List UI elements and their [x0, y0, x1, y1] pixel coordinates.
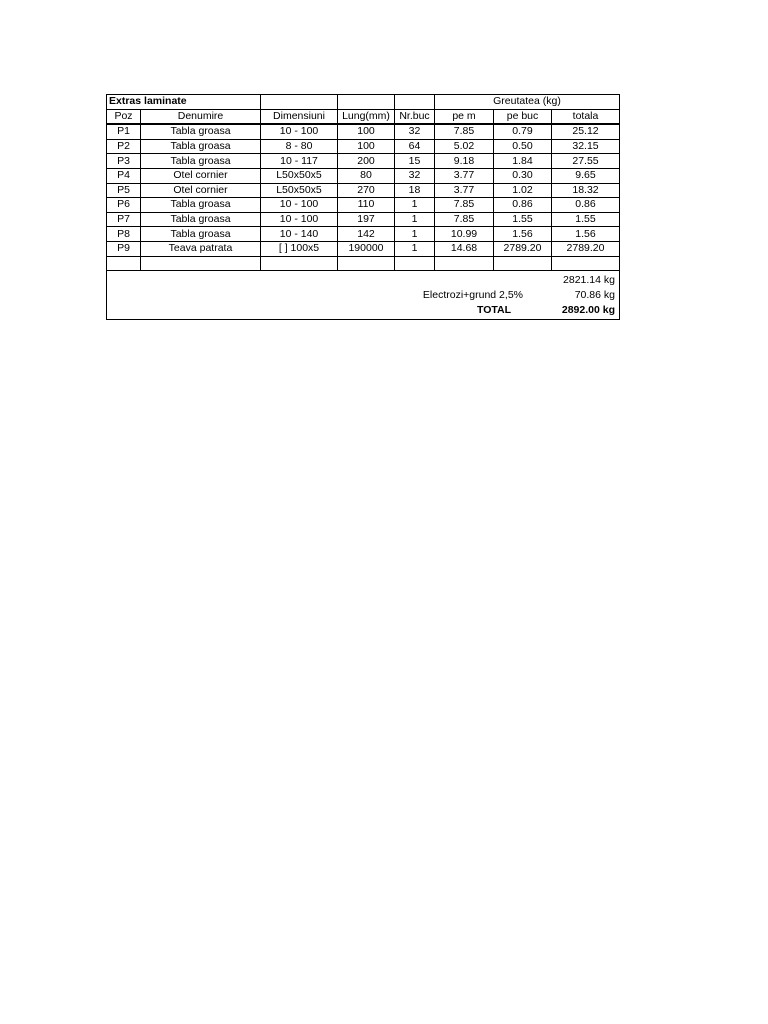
cell-nrbuc: 32	[395, 124, 435, 139]
blank-cell	[552, 256, 620, 271]
cell-pe-m: 7.85	[435, 212, 494, 227]
cell-pe-m: 14.68	[435, 241, 494, 256]
cell-pe-m: 7.85	[435, 124, 494, 139]
cell-denumire: Tabla groasa	[141, 198, 261, 213]
total-label: TOTAL	[476, 304, 511, 317]
cell-totala: 25.12	[552, 124, 620, 139]
cell-totala: 18.32	[552, 183, 620, 198]
table-row	[107, 139, 620, 154]
cell-dimensiuni: 10 - 140	[261, 227, 338, 242]
electrodes-label: Electrozi+grund 2,5%	[422, 289, 523, 302]
table-row	[107, 168, 620, 183]
cell-nrbuc: 1	[395, 227, 435, 242]
cell-lung: 80	[338, 168, 395, 183]
cell-poz: P5	[107, 183, 141, 198]
cell-dimensiuni: 10 - 100	[261, 198, 338, 213]
total-value: 2892.00 kg	[561, 304, 615, 317]
total-line	[111, 303, 615, 318]
subtotal-value: 2821.14 kg	[563, 274, 615, 287]
cell-totala: 32.15	[552, 139, 620, 154]
cell-pe-buc: 1.02	[494, 183, 552, 198]
cell-denumire: Tabla groasa	[141, 124, 261, 139]
column-header-row	[107, 109, 620, 124]
title-row-empty-cell	[338, 95, 395, 110]
summary-block	[107, 271, 620, 320]
cell-denumire: Otel cornier	[141, 168, 261, 183]
blank-cell	[494, 256, 552, 271]
cell-pe-buc: 2789.20	[494, 241, 552, 256]
cell-denumire: Tabla groasa	[141, 139, 261, 154]
cell-poz: P2	[107, 139, 141, 154]
blank-cell	[435, 256, 494, 271]
cell-dimensiuni: L50x50x5	[261, 168, 338, 183]
cell-lung: 100	[338, 139, 395, 154]
cell-nrbuc: 32	[395, 168, 435, 183]
column-header: Nr.buc	[395, 109, 435, 124]
blank-cell	[141, 256, 261, 271]
cell-totala: 1.55	[552, 212, 620, 227]
cell-totala: 2789.20	[552, 241, 620, 256]
column-header: pe buc	[494, 109, 552, 124]
cell-totala: 27.55	[552, 154, 620, 169]
cell-pe-m: 7.85	[435, 198, 494, 213]
cell-denumire: Tabla groasa	[141, 227, 261, 242]
blank-cell	[395, 256, 435, 271]
cell-nrbuc: 18	[395, 183, 435, 198]
summary-row	[107, 271, 620, 320]
column-header: Dimensiuni	[261, 109, 338, 124]
cell-pe-buc: 1.56	[494, 227, 552, 242]
title-row-empty-cell	[261, 95, 338, 110]
table-title: Extras laminate	[107, 95, 261, 110]
column-header: totala	[552, 109, 620, 124]
column-header: Lung(mm)	[338, 109, 395, 124]
cell-pe-m: 9.18	[435, 154, 494, 169]
column-header: Denumire	[141, 109, 261, 124]
cell-pe-m: 3.77	[435, 168, 494, 183]
cell-dimensiuni: [ ] 100x5	[261, 241, 338, 256]
cell-pe-buc: 0.86	[494, 198, 552, 213]
cell-pe-m: 5.02	[435, 139, 494, 154]
cell-totala: 1.56	[552, 227, 620, 242]
cell-denumire: Otel cornier	[141, 183, 261, 198]
cell-denumire: Tabla groasa	[141, 212, 261, 227]
cell-poz: P8	[107, 227, 141, 242]
cell-poz: P6	[107, 198, 141, 213]
blank-cell	[338, 256, 395, 271]
cell-dimensiuni: 10 - 100	[261, 212, 338, 227]
cell-nrbuc: 15	[395, 154, 435, 169]
title-row-empty-cell	[395, 95, 435, 110]
cell-pe-buc: 1.55	[494, 212, 552, 227]
cell-pe-m: 10.99	[435, 227, 494, 242]
cell-lung: 142	[338, 227, 395, 242]
cell-dimensiuni: 8 - 80	[261, 139, 338, 154]
cell-poz: P4	[107, 168, 141, 183]
electrodes-value: 70.86 kg	[574, 289, 615, 302]
cell-poz: P1	[107, 124, 141, 139]
cell-nrbuc: 1	[395, 241, 435, 256]
cell-pe-buc: 0.30	[494, 168, 552, 183]
blank-cell	[107, 256, 141, 271]
cell-pe-buc: 0.50	[494, 139, 552, 154]
cell-nrbuc: 64	[395, 139, 435, 154]
cell-denumire: Tabla groasa	[141, 154, 261, 169]
subtotal-line	[111, 273, 615, 288]
table-row	[107, 241, 620, 256]
weight-group-header: Greutatea (kg)	[435, 95, 620, 110]
cell-lung: 197	[338, 212, 395, 227]
cell-totala: 9.65	[552, 168, 620, 183]
column-header: pe m	[435, 109, 494, 124]
table-row	[107, 198, 620, 213]
table-row	[107, 124, 620, 139]
cell-lung: 200	[338, 154, 395, 169]
cell-pe-buc: 1.84	[494, 154, 552, 169]
cell-lung: 270	[338, 183, 395, 198]
blank-cell	[261, 256, 338, 271]
blank-row	[107, 256, 620, 271]
cell-totala: 0.86	[552, 198, 620, 213]
cell-nrbuc: 1	[395, 212, 435, 227]
cell-dimensiuni: L50x50x5	[261, 183, 338, 198]
cell-poz: P3	[107, 154, 141, 169]
cell-pe-buc: 0.79	[494, 124, 552, 139]
extras-laminate-table	[106, 94, 620, 320]
table-row	[107, 212, 620, 227]
cell-poz: P7	[107, 212, 141, 227]
column-header: Poz	[107, 109, 141, 124]
cell-lung: 110	[338, 198, 395, 213]
table-row	[107, 183, 620, 198]
table-row	[107, 154, 620, 169]
cell-dimensiuni: 10 - 100	[261, 124, 338, 139]
table-row	[107, 227, 620, 242]
cell-lung: 100	[338, 124, 395, 139]
cell-nrbuc: 1	[395, 198, 435, 213]
cell-dimensiuni: 10 - 117	[261, 154, 338, 169]
cell-poz: P9	[107, 241, 141, 256]
cell-lung: 190000	[338, 241, 395, 256]
cell-denumire: Teava patrata	[141, 241, 261, 256]
cell-pe-m: 3.77	[435, 183, 494, 198]
electrodes-line	[111, 288, 615, 303]
title-row	[107, 95, 620, 110]
